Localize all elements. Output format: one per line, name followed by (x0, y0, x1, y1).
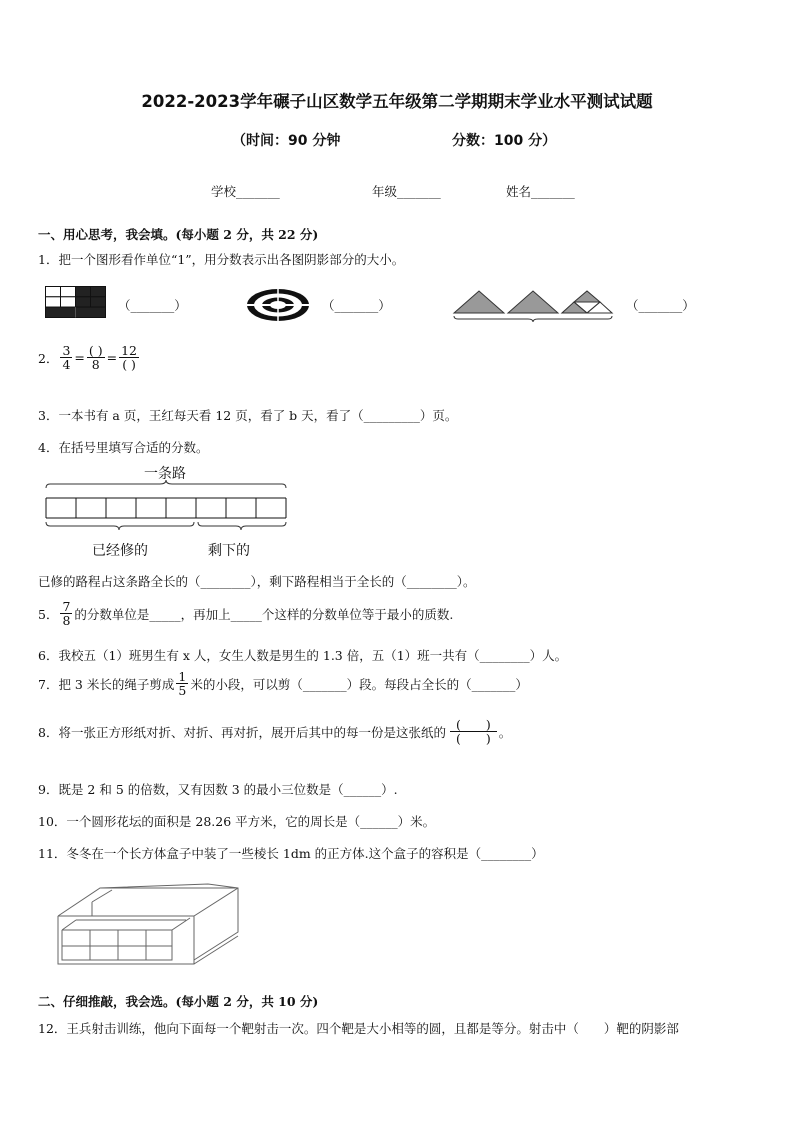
fraction-7-8: $\frac{7}{8}$ (62, 599, 71, 629)
answer-blank-1c[interactable]: （_______） (626, 298, 695, 313)
equals-sign: = (106, 350, 118, 366)
name-field: 姓名_______ (506, 184, 575, 199)
q8-tail: 。 (498, 724, 512, 740)
repaired-label: 已经修的 (92, 543, 148, 559)
q5-prefix: 5． (38, 606, 59, 622)
road-label: 一条路 (144, 466, 186, 482)
question-11: 11．冬冬在一个长方体盒子中装了一些棱长 1dm 的正方体.这个盒子的容积是（________） (38, 846, 544, 861)
fraction-blank[interactable]: $\frac{( )}{( )}$ (450, 718, 497, 745)
question-12: 12．王兵射击训练，他向下面每一个靶射击一次。四个靶是大小相等的圆，且都是等分。射击中（ ）靶的阴影部 (38, 1021, 679, 1036)
question-7 (38, 670, 528, 697)
q7-prefix: 7．把 3 米长的绳子剪成 (38, 676, 175, 692)
question-4: 4．在括号里填写合适的分数。 (38, 440, 209, 455)
q7-tail: 米的小段，可以剪（_______）段。每段占全长的（_______） (190, 676, 528, 692)
question-3: 3．一本书有 a 页，王红每天看 12 页，看了 b 天，看了（_________）页。 (38, 408, 458, 423)
question-6: 6．我校五（1）班男生有 x 人，女生人数是男生的 1.3 倍，五（1）班一共有（________）人。 (38, 648, 568, 663)
grid-shaded-figure (45, 286, 107, 320)
grade-field: 年级_______ (372, 184, 441, 199)
school-field: 学校_______ (211, 184, 280, 199)
section-2-heading: 二、仔细推敲，我会选。(每小题 2 分，共 10 分) (38, 994, 319, 1009)
question-1: 1．把一个图形看作单位“1”，用分数表示出各图阴影部分的大小。 (38, 252, 405, 267)
question-2 (38, 344, 141, 371)
fraction-3-4: $\frac{3}{4}$ (62, 343, 71, 373)
fraction-12-blank[interactable]: $\frac{12}{( )}$ (121, 343, 138, 373)
q2-prefix: 2． (38, 350, 59, 366)
question-4-answer-line: 已修的路程占这条路全长的（________），剩下路程相当于全长的（________）。 (38, 574, 476, 589)
fraction-1-5: $\frac{1}{5}$ (178, 669, 187, 699)
answer-blank-1b[interactable]: （_______） (322, 298, 391, 313)
remaining-label: 剩下的 (208, 543, 250, 559)
q5-tail: 的分数单位是_____，再加上_____个这样的分数单位等于最小的质数. (74, 606, 454, 622)
question-5 (38, 600, 453, 627)
ring-target-figure (246, 288, 312, 324)
section-1-heading: 一、用心思考，我会填。(每小题 2 分，共 22 分) (38, 227, 319, 242)
question-9: 9．既是 2 和 5 的倍数，又有因数 3 的最小三位数是（______）. (38, 782, 398, 797)
box-with-cubes-figure (52, 880, 244, 972)
fraction-blank-8[interactable]: $\frac{( )}{8}$ (88, 343, 103, 373)
road-diagram (44, 478, 290, 538)
q8-prefix: 8．将一张正方形纸对折、对折、再对折，展开后其中的每一份是这张纸的 (38, 724, 446, 740)
equals-sign: = (74, 350, 85, 366)
question-8 (38, 718, 511, 745)
triangles-figure (452, 287, 614, 323)
answer-blank-1a[interactable]: （_______） (118, 298, 187, 313)
page-title: 2022-2023学年碾子山区数学五年级第二学期期末学业水平测试试题 (141, 92, 653, 111)
total-score: 分数：100 分） (452, 133, 557, 149)
question-10: 10．一个圆形花坛的面积是 28.26 平方米，它的周长是（______）米。 (38, 814, 436, 829)
time-limit: （时间：90 分钟 (232, 133, 341, 149)
